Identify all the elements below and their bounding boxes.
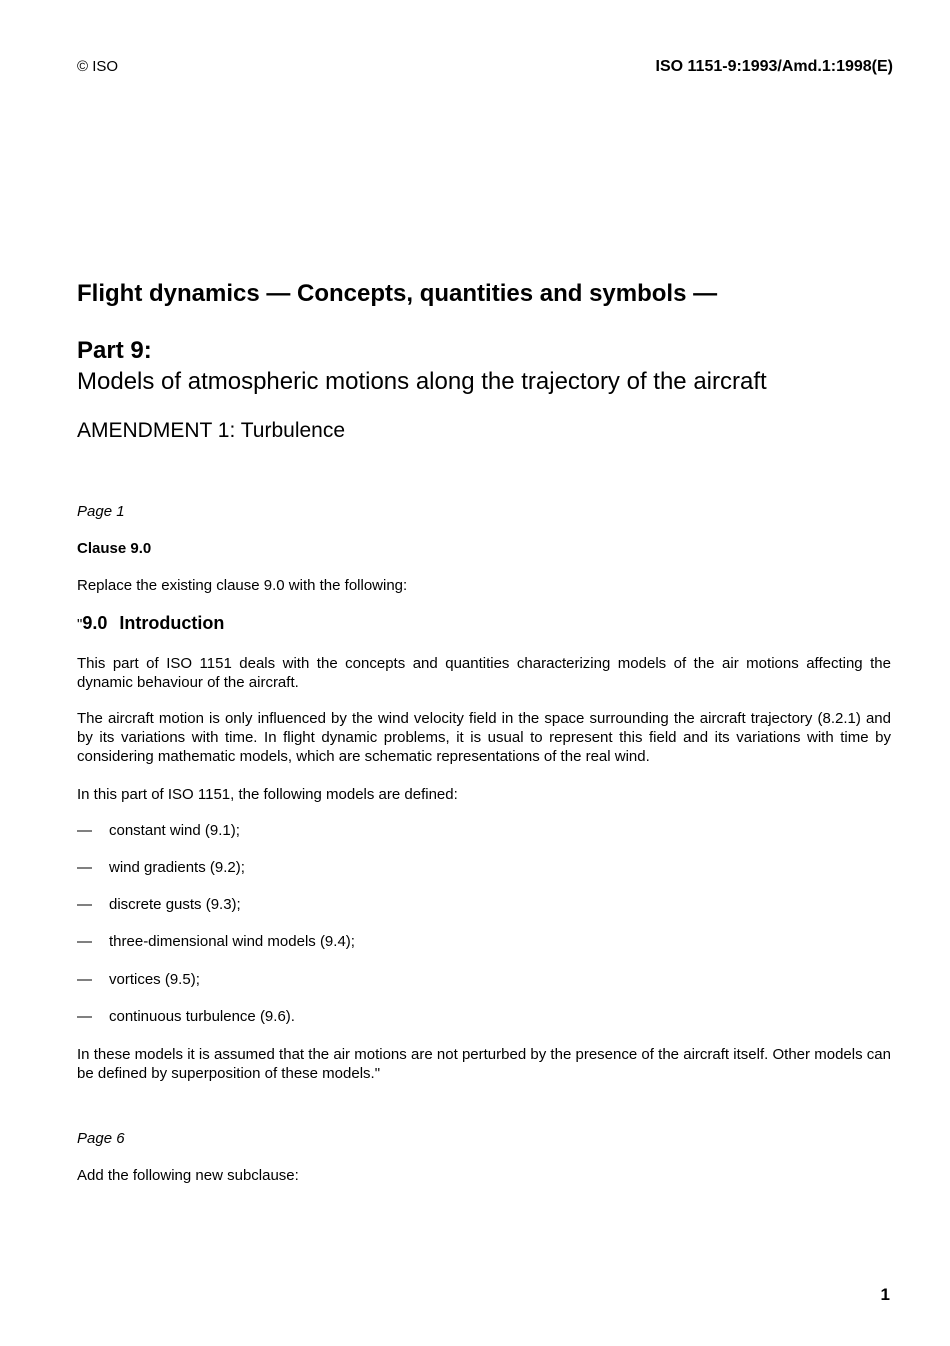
header-copyright: © ISO [77, 58, 119, 75]
list-item-text: continuous turbulence (9.6). [109, 1008, 295, 1025]
paragraph-4: In these models it is assumed that the air motions are not perturbed by the presence of the aircraft itself. Other models can be defined by superposition of these models." [77, 1046, 891, 1082]
replace-instruction: Replace the existing clause 9.0 with the following: [77, 577, 408, 594]
paragraph-1: This part of ISO 1151 deals with the concepts and quantities characterizing models of the air motions affecting the dynamic behaviour of the aircraft. [77, 655, 891, 691]
list-item-text: three-dimensional wind models (9.4); [109, 933, 355, 950]
page-ref-1: Page 1 [77, 503, 125, 520]
list-dash: — [77, 822, 92, 839]
list-item [77, 971, 200, 988]
document-title: Flight dynamics — Concepts, quantities and symbols — [77, 280, 718, 307]
paragraph-3: In this part of ISO 1151, the following models are defined: [77, 786, 458, 803]
list-dash: — [77, 1008, 92, 1025]
list-item [77, 896, 241, 913]
part-label: Part 9: [77, 337, 152, 364]
list-item-text: discrete gusts (9.3); [109, 896, 241, 913]
list-item [77, 1008, 295, 1025]
list-item [77, 859, 245, 876]
page-number: 1 [880, 1285, 890, 1304]
part-subtitle: Models of atmospheric motions along the trajectory of the aircraft [77, 368, 767, 395]
list-item-text: constant wind (9.1); [109, 822, 240, 839]
list-dash: — [77, 896, 92, 913]
intro-quote: " [77, 616, 83, 633]
list-dash: — [77, 971, 92, 988]
paragraph-2: The aircraft motion is only influenced by the wind velocity field in the space surrounding the aircraft trajectory (8.2.1) and by its variations with time. In flight dynamic problems, it is usual to represent this field and its variations with time by considering mathematic models, which are schematic representations of the real wind. [77, 710, 891, 765]
intro-heading [77, 613, 224, 634]
amendment-title: AMENDMENT 1: Turbulence [77, 419, 346, 442]
add-instruction: Add the following new subclause: [77, 1167, 299, 1184]
list-item-text: vortices (9.5); [109, 971, 200, 988]
list-item [77, 933, 355, 950]
clause-label: Clause 9.0 [77, 540, 152, 557]
list-dash: — [77, 933, 92, 950]
list-dash: — [77, 859, 92, 876]
intro-number: 9.0 [82, 613, 108, 633]
header-standard-number: ISO 1151-9:1993/Amd.1:1998(E) [655, 58, 893, 75]
list-item [77, 822, 240, 839]
intro-title: Introduction [119, 613, 225, 633]
page-ref-6: Page 6 [77, 1130, 125, 1147]
list-item-text: wind gradients (9.2); [109, 859, 245, 876]
